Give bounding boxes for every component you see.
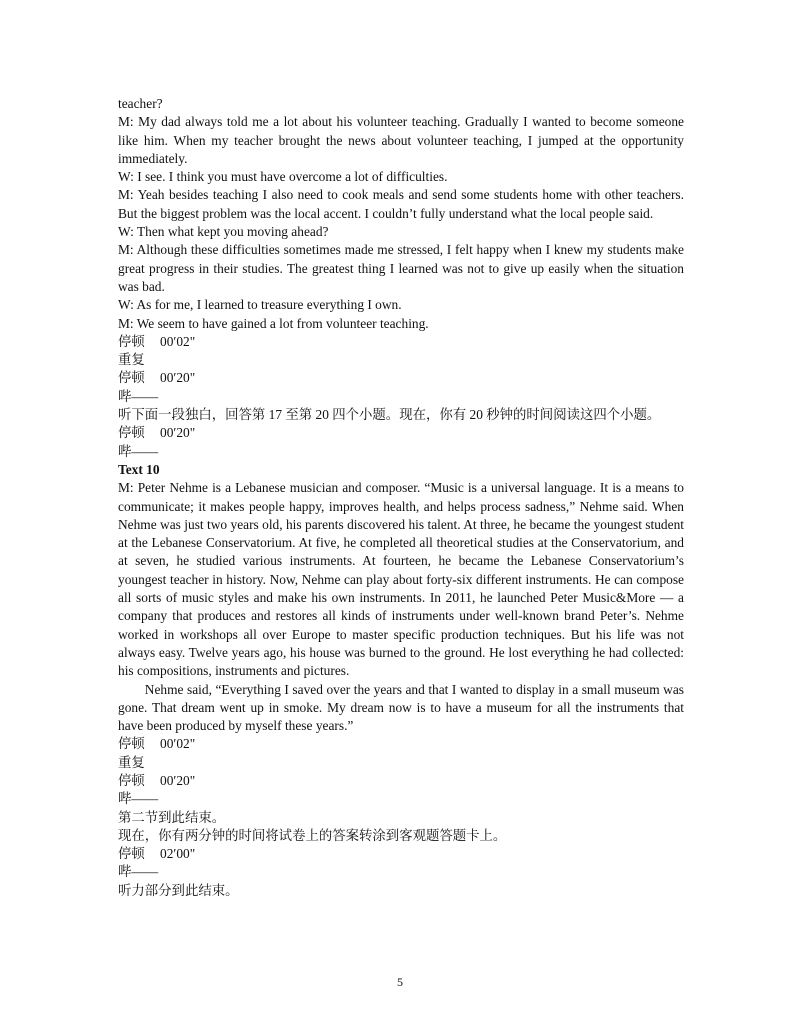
document-page [118, 95, 684, 900]
monologue-paragraph: M: Peter Nehme is a Lebanese musician and composer. “Music is a universal language. It is a means to communicate; it makes people happy, improves health, and helps process sadness,” Nehme said. When Nehme was just two years old, his parents discovered his talent. At three, he became the youngest student at the Lebanese Conservatorium. At five, he completed all theoretical studies at the Conservatorium, and at seven, he studied various instruments. At fourteen, he became the Lebanese Conservatorium’s youngest teacher in history. Now, Nehme can play about forty-six different instruments. He can compose all sorts of music styles and make his own instruments. In 2011, he launched Peter Music&More — a company that produces and restores all kinds of instruments under well-known brand Peter’s. Nehme worked in workshops all over Europe to master specific production techniques. But his life was not always easy. Twelve years ago, his house was burned to the ground. He lost everything he had collected: his compositions, instruments and pictures. [118, 480, 684, 679]
monologue-paragraph: Nehme said, “Everything I saved over the years and that I wanted to display in a small museum was gone. That dream went up in smoke. My dream now is to have a museum for all the instruments that have been produced by myself these years.” [118, 681, 684, 734]
pause-time: 00′02" [160, 333, 196, 349]
beep-cue: 哔—— [118, 791, 159, 807]
pause-label: 停顿 [118, 333, 145, 349]
dialogue-text9 [118, 95, 684, 333]
section-end-note: 第二节到此结束。 [118, 809, 226, 825]
pause-label: 停顿 [118, 772, 145, 788]
pause-label: 停顿 [118, 846, 145, 862]
pause-time: 00′02" [160, 736, 196, 752]
transfer-instruction: 现在，你有两分钟的时间将试卷上的答案转涂到客观题答题卡上。 [118, 827, 507, 843]
instruction-text10: 听下面一段独白，回答第 17 至第 20 四个小题。现在，你有 20 秒钟的时间阅读这四个小题。 [118, 407, 661, 423]
repeat-cue: 重复 [118, 352, 145, 368]
dialogue-line: M: Although these difficulties sometimes made me stressed, I felt happy when I knew my students make great progress in their studies. The greatest thing I learned was not to give up easily when the situation was bad. [118, 242, 684, 294]
dialogue-line: W: Then what kept you moving ahead? [118, 224, 329, 240]
repeat-cue: 重复 [118, 754, 145, 770]
pause-label: 停顿 [118, 736, 145, 752]
dialogue-line: teacher? [118, 96, 163, 111]
beep-cue: 哔—— [118, 864, 159, 880]
pause-label: 停顿 [118, 370, 145, 386]
pause-cue [118, 424, 684, 442]
pause-time: 02′00" [160, 846, 196, 862]
pause-cue [118, 735, 684, 753]
pause-time: 00′20" [160, 370, 196, 386]
page-number: 5 [397, 975, 403, 989]
pause-time: 00′20" [160, 425, 196, 441]
text10-heading: Text 10 [118, 461, 160, 477]
pause-time: 00′20" [160, 772, 196, 788]
dialogue-line: W: As for me, I learned to treasure everything I own. [118, 297, 402, 313]
pause-cue [118, 369, 684, 387]
pause-cue [118, 333, 684, 351]
pause-cue [118, 772, 684, 790]
dialogue-line: M: We seem to have gained a lot from volunteer teaching. [118, 315, 429, 331]
dialogue-line: W: I see. I think you must have overcome a lot of difficulties. [118, 169, 448, 185]
dialogue-line: M: Yeah besides teaching I also need to cook meals and send some students home with other teachers. But the biggest problem was the local accent. I couldn’t fully understand what the local people said. [118, 187, 684, 221]
dialogue-line: M: My dad always told me a lot about his volunteer teaching. Gradually I wanted to become someone like him. When my teacher brought the news about volunteer teaching, I jumped at the opportunity immediately. [118, 114, 684, 166]
pause-label: 停顿 [118, 425, 145, 441]
beep-cue: 哔—— [118, 443, 159, 459]
pause-cue [118, 845, 684, 863]
beep-cue: 哔—— [118, 388, 159, 404]
listening-end-note: 听力部分到此结束。 [118, 882, 239, 898]
monologue-text10 [118, 479, 684, 735]
